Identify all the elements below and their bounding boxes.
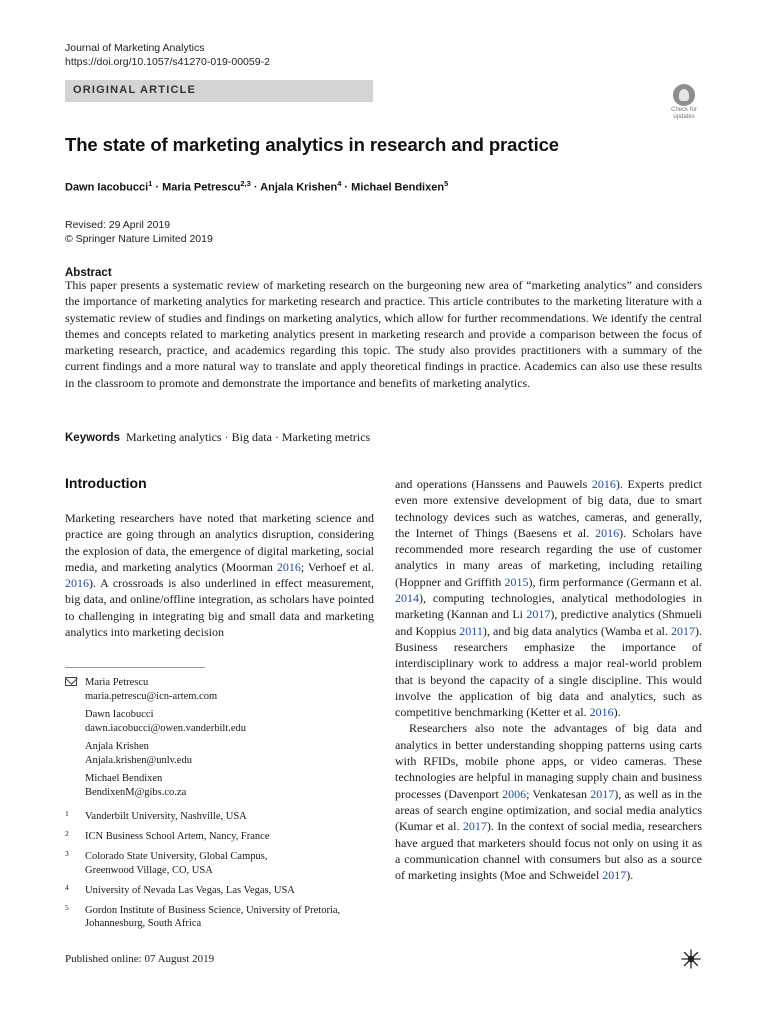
intro-paragraph: Marketing researchers have noted that marketing science and practice are going through an analytics disruption, considering the explosion of data, the emergence of digital marketing, social media, and marketing analytics (Moorman 2016; Verhoef et al. 2016). A crossroads is also underlined in effect measurement, big data, and online/offline integration, as scholars have pointed to challenging in integrating big and small data and marketing analytics into marketing decision — [65, 511, 374, 640]
contact-name: Anjala Krishen — [85, 741, 149, 752]
affiliation-number: 2 — [65, 829, 69, 838]
citation-link[interactable]: 2014 — [395, 591, 419, 606]
affiliation-text: University of Nevada Las Vegas, Las Vegas, USA — [85, 884, 295, 896]
author-separator: · — [250, 181, 261, 194]
author-affil-sup: 5 — [444, 179, 449, 188]
article-title: The state of marketing analytics in research and practice — [65, 134, 559, 155]
doi-link[interactable]: https://doi.org/10.1057/s41270-019-00059-2 — [65, 56, 270, 68]
citation-link[interactable]: 2006 — [502, 786, 527, 801]
contact-email[interactable]: maria.petrescu@icn-artem.com — [85, 690, 218, 702]
article-type-banner — [65, 80, 373, 102]
citation-link[interactable]: 2017 — [526, 607, 551, 622]
contact-name: Maria Petrescu — [85, 677, 149, 688]
citation-link[interactable]: 2016 — [589, 705, 614, 720]
affiliation-entry — [65, 850, 365, 877]
intro-paragraph: Researchers also note the advantages of big data and analytics in better understanding shopping patterns using carts with RFIDs, mobile phone apps, or video cameras. These technologies are helpful in managing supply chain and business processes (Davenport 2006; Venkatesan 2017), as well as in the areas of search engine optimization, and social media analytics (Kumar et al. 2017). In the context of social media, researchers have argued that marketers should focus not only on using it as a communication channel with consumers but also as a source of marketing insights (Moe and Schweidel 2017). — [395, 721, 702, 883]
journal-name: Journal of Marketing Analytics — [65, 42, 205, 54]
contact-entry — [85, 772, 246, 799]
check-for-updates-badge[interactable] — [666, 84, 702, 122]
check-updates-line1: Check for — [671, 107, 697, 113]
citation-link[interactable]: 2016 — [65, 576, 89, 591]
introduction-heading: Introduction — [65, 475, 147, 491]
citation-link[interactable]: 2016 — [595, 525, 620, 540]
citation-link[interactable]: 2016 — [591, 477, 616, 491]
copyright-line: © Springer Nature Limited 2019 — [65, 233, 213, 245]
citation-link[interactable]: 2017 — [602, 868, 627, 883]
affiliation-number: 3 — [65, 849, 69, 858]
keywords-text: Marketing analytics · Big data · Marketing metrics — [125, 430, 371, 444]
citation-link[interactable]: 2016 — [276, 559, 301, 574]
footnote-divider — [65, 667, 205, 668]
article-type-label: ORIGINAL ARTICLE — [73, 84, 197, 96]
affiliation-entry — [65, 884, 365, 898]
contact-entry — [85, 708, 246, 735]
contact-email[interactable]: Anjala.krishen@unlv.edu — [85, 754, 192, 766]
affiliation-text: Johannesburg, South Africa — [85, 918, 202, 929]
keywords-line — [65, 430, 370, 445]
intro-paragraph: and operations (Hanssens and Pauwels 2016). Experts predict even more extensive development of big data, due to smart technology devices such as watches, cameras, and generally, the Internet of Things (Baesens et al. 2016). Scholars have recommended more research regarding the use of customer analytics in many areas of marketing, including retailing (Hoppner and Griffith 2015), firm performance (Germann et al. 2014), computing technologies, analytical methodologies in marketing (Kannan and Li 2017), predictive analytics (Shmueli and Koppius 2011), and big data analytics (Wamba et al. 2017). Business researchers emphasize the importance of interdisciplinary work to address a major real-world problem that is beyond the capacity of a single discipline. This would involve the application of big data and analytics, such as competitive benchmarking (Ketter et al. 2016). — [395, 477, 703, 720]
author-name: Michael Bendixen — [351, 181, 445, 194]
affiliation-number: 4 — [65, 882, 69, 892]
keywords-label: Keywords — [65, 432, 120, 444]
contact-name: Dawn Iacobucci — [85, 709, 154, 720]
author-separator: · — [152, 181, 163, 194]
springer-horse-icon — [680, 948, 702, 970]
contact-entry — [85, 676, 246, 703]
affiliation-text: Gordon Institute of Business Science, University of Pretoria, — [85, 904, 341, 916]
contact-entry — [85, 740, 246, 767]
citation-link[interactable]: 2011 — [459, 623, 483, 638]
affiliation-entry — [65, 810, 365, 824]
affiliation-text: Greenwood Village, CO, USA — [85, 864, 213, 876]
citation-link[interactable]: 2017 — [590, 786, 615, 801]
citation-link[interactable]: 2015 — [504, 574, 529, 589]
abstract-heading: Abstract — [65, 267, 112, 279]
author-affil-sup: 4 — [337, 179, 342, 188]
affiliation-text: Vanderbilt University, Nashville, USA — [85, 811, 247, 822]
contact-email[interactable]: dawn.iacobucci@owen.vanderbilt.edu — [85, 722, 246, 734]
contact-email[interactable]: BendixenM@gibs.co.za — [85, 786, 187, 798]
affiliation-entry — [65, 830, 365, 844]
affiliation-list — [65, 810, 365, 937]
author-list — [65, 179, 448, 194]
affiliation-number: 1 — [65, 809, 69, 818]
intro-right-column — [395, 476, 702, 883]
author-name: Anjala Krishen — [260, 181, 338, 194]
check-updates-line2: updates — [673, 114, 695, 120]
author-name: Maria Petrescu — [162, 181, 241, 194]
citation-link[interactable]: 2017 — [671, 623, 695, 638]
author-name: Dawn Iacobucci — [65, 181, 149, 194]
author-separator: · — [341, 181, 352, 194]
envelope-icon — [65, 677, 77, 686]
contact-list — [85, 676, 246, 804]
citation-link[interactable]: 2017 — [462, 819, 487, 834]
contact-name: Michael Bendixen — [85, 773, 163, 784]
abstract-text: This paper presents a systematic review of marketing research on the burgeoning new area of “marketing analytics” and considers the importance of marketing analytics for marketing research and practice. This article contributes to the marketing literature with a systematic review of studies and findings on marketing analytics, which allow for further recommendations. We identify the central themes and concepts related to marketing analytics present in marketing research and provide a comparison between the focus of marketing research, practice, and academics regarding this topic. The study also provides practitioners with a summary of the current findings and a more natural way to translate and apply theoretical findings in practice. Academics can also use these results in the classroom to promote and demonstrate the importance and benefits of marketing analytics. — [65, 278, 702, 390]
intro-left-column — [65, 510, 374, 640]
published-online-date: Published online: 07 August 2019 — [65, 953, 215, 965]
affiliation-text: Colorado State University, Global Campus, — [85, 851, 268, 862]
article-dates — [65, 218, 213, 246]
affiliation-text: ICN Business School Artem, Nancy, France — [85, 831, 270, 842]
check-for-updates-icon — [673, 84, 695, 106]
journal-header — [65, 41, 270, 69]
author-affil-sup: 2,3 — [240, 179, 251, 188]
revised-date: Revised: 29 April 2019 — [65, 219, 171, 231]
affiliation-number: 5 — [65, 902, 69, 912]
affiliation-entry — [65, 904, 365, 931]
author-affil-sup: 1 — [148, 179, 153, 188]
